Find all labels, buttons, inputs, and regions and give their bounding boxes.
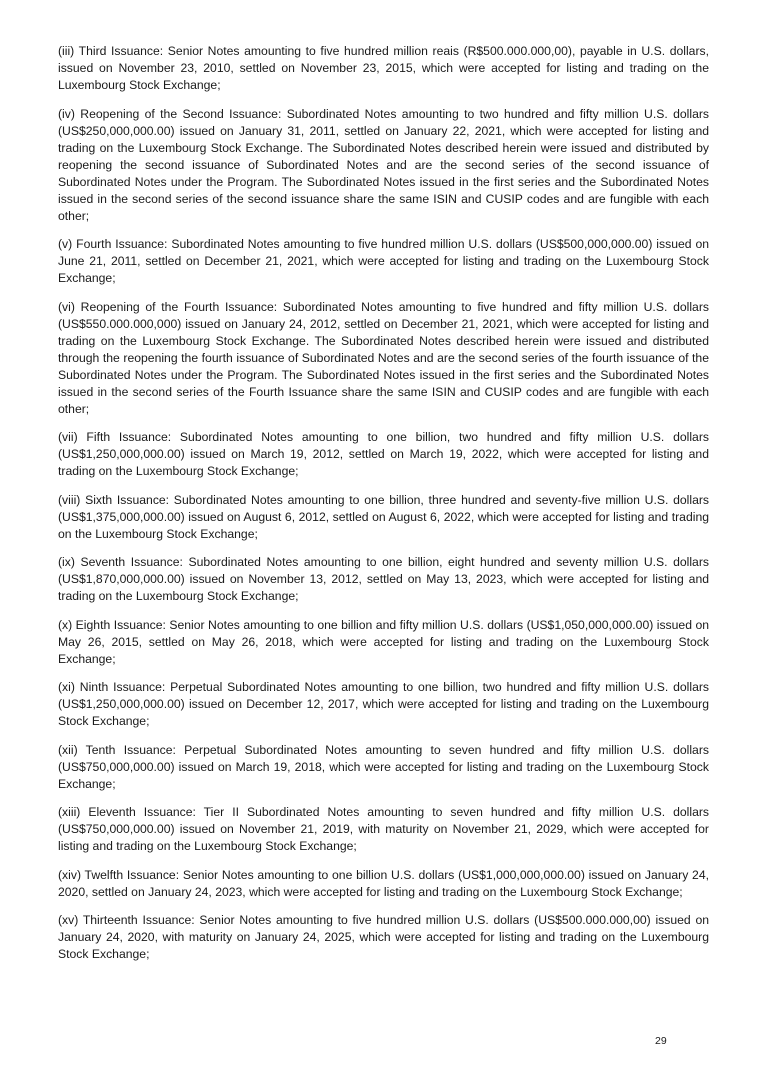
paragraph-reopening-second-issuance: (iv) Reopening of the Second Issuance: Subordinated Notes amounting to two hundred and fifty million U.S. dollars (US$250,000,000.00) issued on January 31, 2011, settled on January 22, 2021, which were accepted for listing and trading on the Luxembourg Stock Exchange. The Subordinated Notes described herein were issued and distributed by reopening the second issuance of Subordinated Notes and are the second series of the second issuance of Subordinated Notes under the Program. The Subordinated Notes issued in the first series and the Subordinated Notes issued in the second series of the second issuance share the same ISIN and CUSIP codes and are fungible with each other; bbox=[58, 106, 709, 223]
paragraph-thirteenth-issuance: (xv) Thirteenth Issuance: Senior Notes amounting to five hundred million U.S. dollars (US$500.000.000,00) issued on January 24, 2020, with maturity on January 24, 2025, which were accepted for listing and trading on the Luxembourg Stock Exchange; bbox=[58, 913, 709, 961]
paragraph-fifth-issuance: (vii) Fifth Issuance: Subordinated Notes amounting to one billion, two hundred and fifty million U.S. dollars (US$1,250,000,000.00) issued on March 19, 2012, settled on March 19, 2022, which were accepted for listing and trading on the Luxembourg Stock Exchange; bbox=[58, 430, 709, 478]
page-number: 29 bbox=[655, 1035, 667, 1047]
paragraph-tenth-issuance: (xii) Tenth Issuance: Perpetual Subordinated Notes amounting to seven hundred and fifty million U.S. dollars (US$750,000,000.00) issued on March 19, 2018, which were accepted for listing and trading on the Luxembourg Stock Exchange; bbox=[58, 742, 709, 791]
paragraph-seventh-issuance: (ix) Seventh Issuance: Subordinated Notes amounting to one billion, eight hundred and seventy million U.S. dollars (US$1,870,000,000.00) issued on November 13, 2012, settled on May 13, 2023, which were accepted for listing and trading on the Luxembourg Stock Exchange; bbox=[58, 555, 709, 603]
paragraph-eighth-issuance: (x) Eighth Issuance: Senior Notes amounting to one billion and fifty million U.S. dollars (US$1,050,000,000.00) issued on May 26, 2015, settled on May 26, 2018, which were accepted for listing and trading on the Luxembourg Stock Exchange; bbox=[58, 617, 709, 666]
paragraph-fourth-issuance: (v) Fourth Issuance: Subordinated Notes amounting to five hundred million U.S. dollars (US$500,000,000.00) issued on June 21, 2011, settled on December 21, 2021, which were accepted for listing and trading on the Luxembourg Stock Exchange; bbox=[58, 237, 709, 285]
paragraph-eleventh-issuance: (xiii) Eleventh Issuance: Tier II Subordinated Notes amounting to seven hundred and fifty million U.S. dollars (US$750,000,000.00) issued on November 21, 2019, with maturity on November 21, 2029, which were accepted for listing and trading on the Luxembourg Stock Exchange; bbox=[58, 805, 709, 853]
paragraph-ninth-issuance: (xi) Ninth Issuance: Perpetual Subordinated Notes amounting to one billion, two hundred and fifty million U.S. dollars (US$1,250,000,000.00) issued on December 12, 2017, which were accepted for listing and trading on the Luxembourg Stock Exchange; bbox=[58, 680, 709, 728]
paragraph-reopening-fourth-issuance: (vi) Reopening of the Fourth Issuance: Subordinated Notes amounting to five hundred and fifty million U.S. dollars (US$550.000.000,000) issued on January 24, 2012, settled on December 21, 2021, which were accepted for listing and trading on the Luxembourg Stock Exchange. The Subordinated Notes described herein were issued and distributed through the reopening the fourth issuance of Subordinated Notes and are the second series of the fourth issuance of the Subordinated Notes under the Program. The Subordinated Notes issued in the first series and the Subordinated Notes issued in the second series of the Fourth Issuance share the same ISIN and CUSIP codes and are fungible with each other; bbox=[58, 299, 709, 416]
paragraph-twelfth-issuance: (xiv) Twelfth Issuance: Senior Notes amounting to one billion U.S. dollars (US$1,000,000,000.00) issued on January 24, 2020, settled on January 24, 2023, which were accepted for listing and trading on the Luxembourg Stock Exchange; bbox=[58, 867, 709, 899]
paragraph-sixth-issuance: (viii) Sixth Issuance: Subordinated Notes amounting to one billion, three hundred and seventy-five million U.S. dollars (US$1,375,000,000.00) issued on August 6, 2012, settled on August 6, 2022, which were accepted for listing and trading on the Luxembourg Stock Exchange; bbox=[58, 492, 709, 541]
document-body bbox=[58, 43, 709, 975]
paragraph-third-issuance: (iii) Third Issuance: Senior Notes amounting to five hundred million reais (R$500.000.000,00), payable in U.S. dollars, issued on November 23, 2010, settled on November 23, 2015, which were accepted for listing and trading on the Luxembourg Stock Exchange; bbox=[58, 44, 709, 92]
